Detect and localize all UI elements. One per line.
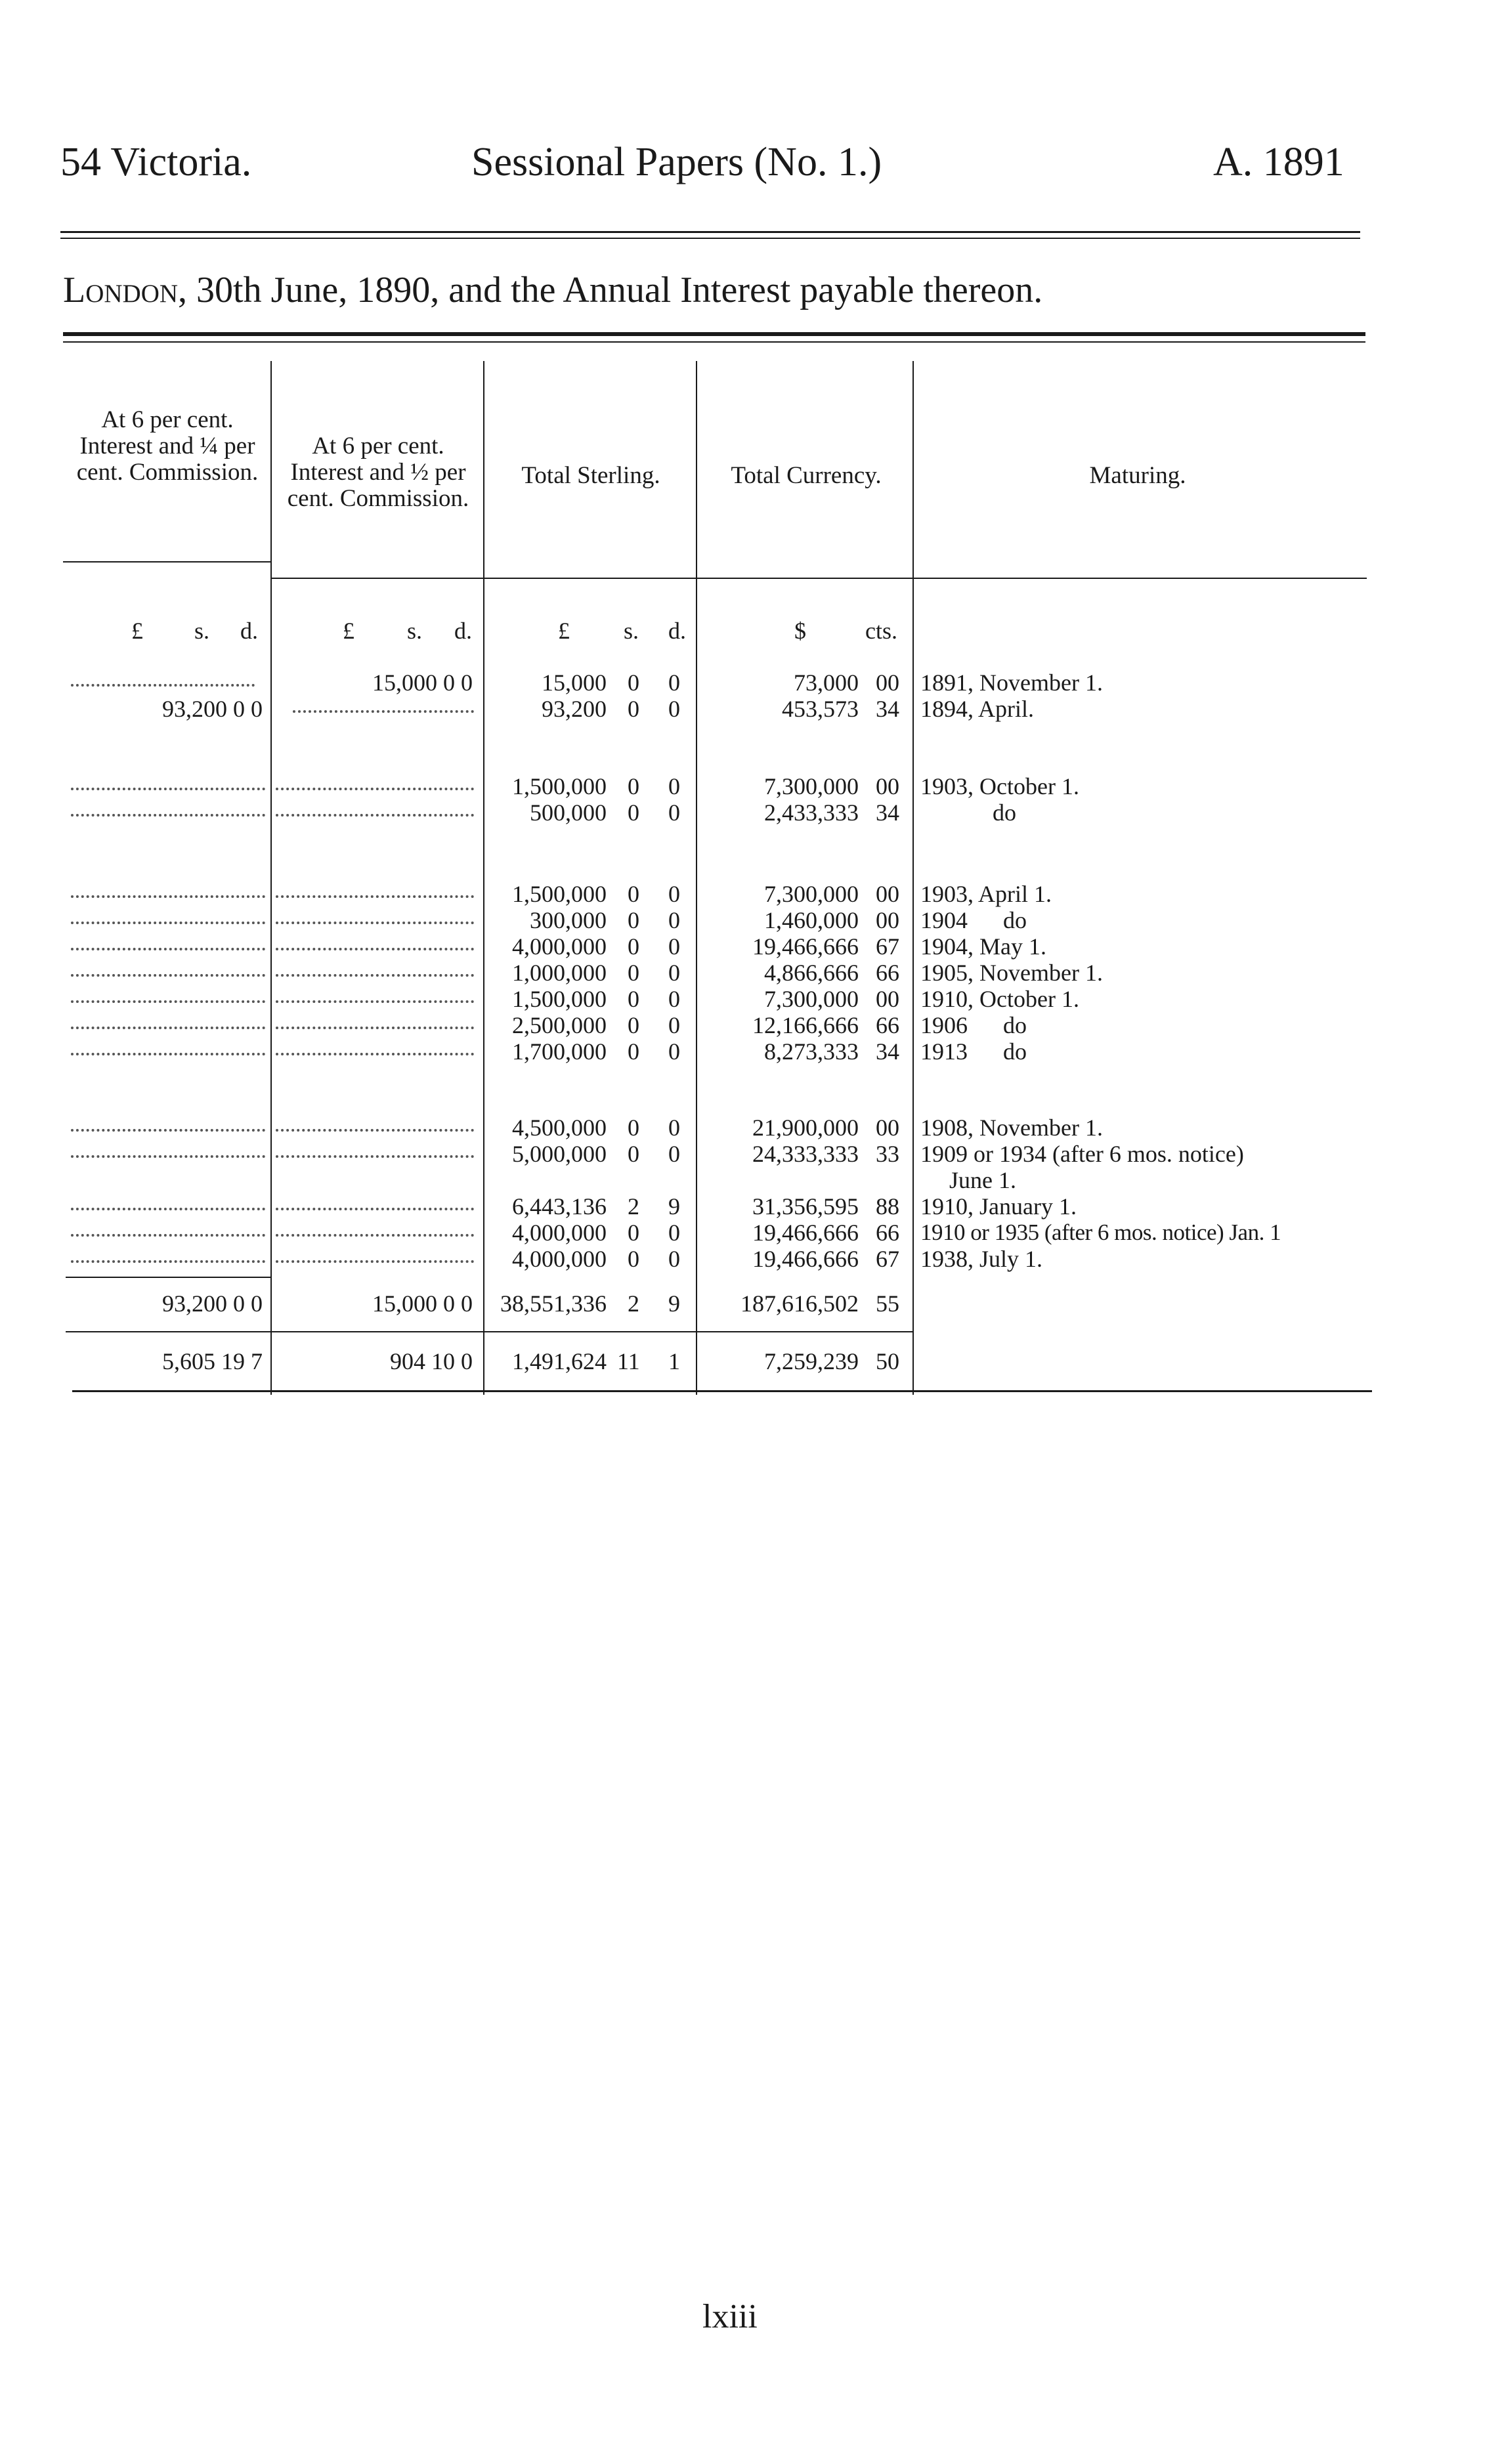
unit-pence-3: d. (668, 618, 686, 644)
leader-dots (71, 1053, 265, 1055)
unit-pence-1: d. (240, 618, 258, 644)
sterling-pence: 9 (668, 1193, 680, 1220)
sterling-pence: 0 (668, 773, 680, 799)
sterling-pence: 0 (668, 1246, 680, 1272)
sterling-shillings: 2 (628, 1193, 639, 1220)
unit-cents: cts. (865, 618, 897, 644)
total-sterling-pounds: 38,551,336 (500, 1290, 607, 1317)
interest-half-commission: 904 10 0 (390, 1348, 473, 1374)
leader-dots (276, 1027, 474, 1029)
leader-dots (276, 1000, 474, 1003)
currency-dollars: 4,866,666 (764, 960, 859, 986)
interest-currency-dollars: 7,259,239 (764, 1348, 859, 1374)
sterling-pence: 0 (668, 986, 680, 1012)
leader-dots (71, 788, 265, 790)
sterling-pence: 0 (668, 696, 680, 722)
table-row (0, 986, 1502, 1012)
sterling-shillings: 0 (628, 1038, 639, 1065)
sterling-shillings: 0 (628, 907, 639, 933)
currency-dollars: 24,333,333 (752, 1141, 859, 1167)
currency-dollars: 8,273,333 (764, 1038, 859, 1065)
currency-cents: 66 (876, 1012, 899, 1038)
maturing-date: 1904, May 1. (920, 933, 1046, 960)
table-row (0, 1141, 1502, 1167)
sterling-pence: 0 (668, 933, 680, 960)
table-row (0, 960, 1502, 986)
unit-shilling-1: s. (194, 618, 210, 644)
leader-dots (71, 1129, 265, 1132)
header-year: A. 1891 (1213, 140, 1344, 184)
table-bottom-rule (72, 1390, 1372, 1392)
table-row (0, 933, 1502, 960)
table-row (0, 1193, 1502, 1220)
currency-dollars: 21,900,000 (752, 1115, 859, 1141)
interest-currency-cents: 50 (876, 1348, 899, 1374)
unit-pound-3: £ (558, 618, 570, 644)
sterling-pence: 0 (668, 907, 680, 933)
leader-dots (276, 1155, 474, 1158)
table-row (0, 773, 1502, 799)
currency-cents: 34 (876, 799, 899, 826)
sterling-pence: 0 (668, 1220, 680, 1246)
table-row (0, 1220, 1502, 1246)
currency-cents: 66 (876, 1220, 899, 1246)
currency-cents: 66 (876, 960, 899, 986)
leader-dots (276, 1234, 474, 1237)
header-rule-1 (60, 231, 1360, 233)
maturing-date: 1910 or 1935 (after 6 mos. notice) Jan. 1 (920, 1220, 1281, 1245)
sterling-pounds: 1,500,000 (512, 986, 607, 1012)
sterling-shillings: 0 (628, 1141, 639, 1167)
page-number: lxiii (702, 2298, 758, 2335)
sterling-pounds: 1,000,000 (512, 960, 607, 986)
maturing-date: 1908, November 1. (920, 1115, 1103, 1141)
maturing-date: 1894, April. (920, 696, 1035, 722)
sterling-shillings: 0 (628, 960, 639, 986)
title-rule-thin (63, 341, 1365, 343)
maturing-date: 1938, July 1. (920, 1246, 1043, 1272)
maturing-date: June 1. (949, 1167, 1016, 1193)
table-row (0, 696, 1502, 722)
maturing-date: 1909 or 1934 (after 6 mos. notice) (920, 1141, 1244, 1167)
commission-half-cell: 15,000 0 0 (372, 669, 473, 696)
unit-pound-2: £ (343, 618, 354, 644)
maturing-date: 1910, January 1. (920, 1193, 1077, 1220)
sterling-pounds: 5,000,000 (512, 1141, 607, 1167)
currency-dollars: 7,300,000 (764, 986, 859, 1012)
currency-cents: 67 (876, 1246, 899, 1272)
currency-cents: 33 (876, 1141, 899, 1167)
currency-cents: 00 (876, 907, 899, 933)
sterling-shillings: 0 (628, 1246, 639, 1272)
sterling-shillings: 0 (628, 933, 639, 960)
currency-cents: 00 (876, 881, 899, 907)
column-header-total-sterling: Total Sterling. (521, 462, 660, 489)
leader-dots (71, 1155, 265, 1158)
leader-dots (276, 1129, 474, 1132)
leader-dots (293, 710, 474, 713)
sterling-pounds: 1,500,000 (512, 773, 607, 799)
currency-dollars: 19,466,666 (752, 933, 859, 960)
sterling-pounds: 4,000,000 (512, 1220, 607, 1246)
leader-dots (276, 814, 474, 817)
leader-dots (71, 974, 265, 977)
total-currency-dollars: 187,616,502 (740, 1290, 859, 1317)
currency-cents: 00 (876, 986, 899, 1012)
leader-dots (276, 1208, 474, 1210)
table-row (0, 881, 1502, 907)
sterling-pounds: 4,000,000 (512, 1246, 607, 1272)
leader-dots (71, 1208, 265, 1210)
column-header-maturing: Maturing. (1089, 462, 1186, 489)
leader-dots (276, 788, 474, 790)
sterling-shillings: 0 (628, 1012, 639, 1038)
interest-sterling-shillings: 11 (617, 1348, 640, 1374)
maturing-date: 1905, November 1. (920, 960, 1103, 986)
table-row (0, 1115, 1502, 1141)
interest-sterling-pence: 1 (668, 1348, 680, 1374)
currency-cents: 34 (876, 1038, 899, 1065)
column-header-total-currency: Total Currency. (731, 462, 882, 489)
column-header-half-commission: At 6 per cent. Interest and ½ per cent. Commission. (287, 433, 469, 512)
header-session: 54 Victoria. (60, 140, 252, 184)
page-title (63, 269, 1042, 311)
sterling-shillings: 0 (628, 669, 639, 696)
currency-dollars: 19,466,666 (752, 1246, 859, 1272)
unit-shilling-3: s. (624, 618, 639, 644)
header-papers: Sessional Papers (No. 1.) (471, 140, 882, 184)
title-rule-thick (63, 332, 1365, 336)
sterling-pence: 0 (668, 881, 680, 907)
leader-dots (71, 1260, 265, 1263)
total-sterling-pence: 9 (668, 1290, 680, 1317)
totals-row (0, 1290, 1502, 1317)
currency-dollars: 453,573 (782, 696, 859, 722)
currency-cents: 00 (876, 1115, 899, 1141)
leader-dots (71, 948, 265, 950)
sterling-shillings: 0 (628, 881, 639, 907)
maturing-date: do (993, 799, 1016, 826)
sterling-pence: 0 (668, 799, 680, 826)
interest-quarter-commission: 5,605 19 7 (162, 1348, 263, 1374)
sterling-pounds: 4,500,000 (512, 1115, 607, 1141)
leader-dots (276, 974, 474, 977)
heading-rule-right (270, 578, 1367, 579)
title-lead: London, (63, 270, 188, 310)
table-row (0, 907, 1502, 933)
interest-row (0, 1348, 1502, 1374)
heading-rule-left (63, 561, 270, 563)
sterling-pounds: 4,000,000 (512, 933, 607, 960)
table-row (0, 799, 1502, 826)
total-currency-cents: 55 (876, 1290, 899, 1317)
commission-quarter-cell: 93,200 0 0 (162, 696, 263, 722)
leader-dots (276, 1053, 474, 1055)
sterling-pounds: 500,000 (530, 799, 607, 826)
currency-dollars: 7,300,000 (764, 881, 859, 907)
maturing-date: 1891, November 1. (920, 669, 1103, 696)
leader-dots (71, 814, 265, 817)
sterling-pence: 0 (668, 1115, 680, 1141)
currency-cents: 34 (876, 696, 899, 722)
maturing-date: 1910, October 1. (920, 986, 1079, 1012)
leader-dots (71, 1027, 265, 1029)
currency-cents: 67 (876, 933, 899, 960)
header-rule-2 (60, 238, 1360, 239)
leader-dots (276, 922, 474, 924)
table-row (0, 1038, 1502, 1065)
leader-dots (276, 948, 474, 950)
sterling-shillings: 0 (628, 696, 639, 722)
sterling-shillings: 0 (628, 1220, 639, 1246)
totals-rule-left (66, 1277, 270, 1278)
sterling-pence: 0 (668, 1012, 680, 1038)
unit-shilling-2: s. (407, 618, 423, 644)
currency-dollars: 2,433,333 (764, 799, 859, 826)
unit-pound-1: £ (131, 618, 143, 644)
maturing-date: 1913 do (920, 1038, 1027, 1065)
total-half-commission: 15,000 0 0 (372, 1290, 473, 1317)
sterling-pence: 0 (668, 669, 680, 696)
sterling-pounds: 15,000 (542, 669, 607, 696)
table-row (0, 1246, 1502, 1272)
sterling-pence: 0 (668, 1038, 680, 1065)
column-header-quarter-commission: At 6 per cent. Interest and ¼ per cent. Commission. (76, 406, 259, 486)
sterling-pounds: 1,500,000 (512, 881, 607, 907)
currency-dollars: 73,000 (794, 669, 859, 696)
currency-dollars: 31,356,595 (752, 1193, 859, 1220)
sterling-pounds: 2,500,000 (512, 1012, 607, 1038)
leader-dots (71, 684, 255, 687)
total-sterling-shillings: 2 (628, 1290, 639, 1317)
sterling-pence: 0 (668, 1141, 680, 1167)
currency-dollars: 7,300,000 (764, 773, 859, 799)
sterling-shillings: 0 (628, 799, 639, 826)
table-row (0, 669, 1502, 696)
sterling-pounds: 6,443,136 (512, 1193, 607, 1220)
leader-dots (71, 922, 265, 924)
table-row (0, 1167, 1502, 1193)
sterling-pounds: 300,000 (530, 907, 607, 933)
sterling-pence: 0 (668, 960, 680, 986)
currency-dollars: 19,466,666 (752, 1220, 859, 1246)
sterling-shillings: 0 (628, 986, 639, 1012)
maturing-date: 1906 do (920, 1012, 1027, 1038)
title-rest: 30th June, 1890, and the Annual Interest payable thereon. (187, 270, 1043, 310)
interest-sterling-pounds: 1,491,624 (512, 1348, 607, 1374)
maturing-date: 1904 do (920, 907, 1027, 933)
sterling-pounds: 93,200 (542, 696, 607, 722)
leader-dots (276, 895, 474, 898)
currency-dollars: 12,166,666 (752, 1012, 859, 1038)
leader-dots (276, 1260, 474, 1263)
maturing-date: 1903, April 1. (920, 881, 1052, 907)
leader-dots (71, 1234, 265, 1237)
total-quarter-commission: 93,200 0 0 (162, 1290, 263, 1317)
currency-cents: 88 (876, 1193, 899, 1220)
interest-rule (66, 1331, 912, 1332)
currency-cents: 00 (876, 773, 899, 799)
unit-pence-2: d. (454, 618, 472, 644)
maturing-date: 1903, October 1. (920, 773, 1079, 799)
leader-dots (71, 895, 265, 898)
unit-dollar: $ (794, 618, 806, 644)
currency-dollars: 1,460,000 (764, 907, 859, 933)
sterling-shillings: 0 (628, 773, 639, 799)
currency-cents: 00 (876, 669, 899, 696)
table-row (0, 1012, 1502, 1038)
leader-dots (71, 1000, 265, 1003)
sterling-pounds: 1,700,000 (512, 1038, 607, 1065)
sterling-shillings: 0 (628, 1115, 639, 1141)
